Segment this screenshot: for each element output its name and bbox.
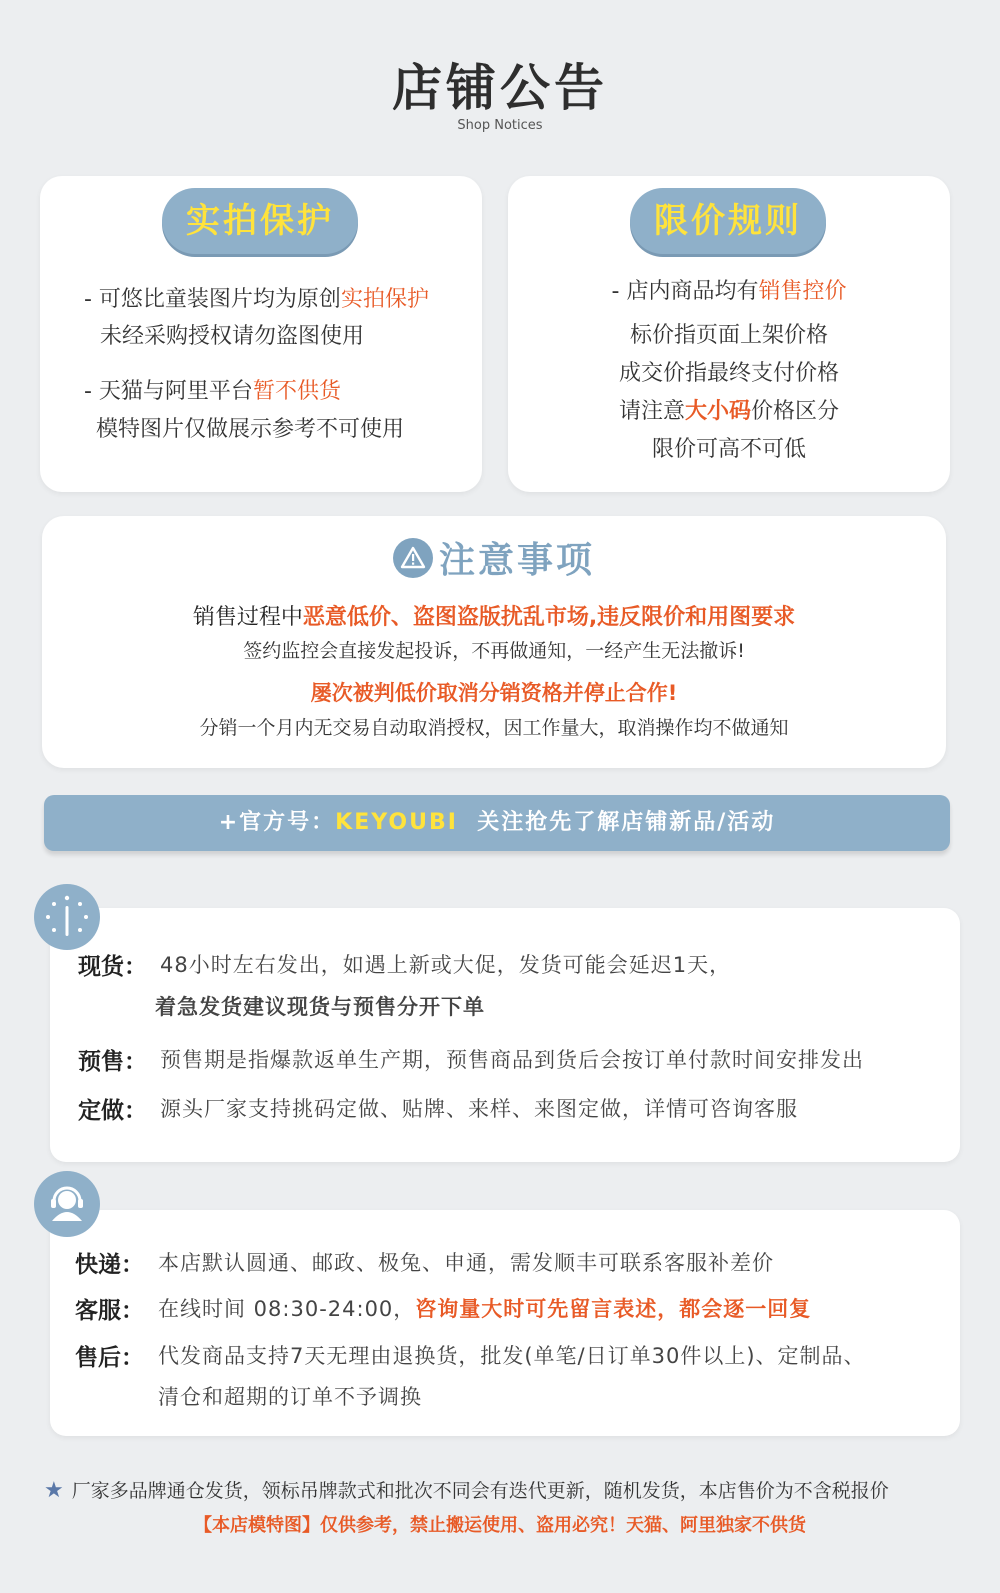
footer-note: ★ 厂家多品牌通仓发货，领标吊牌款式和批次不同会有迭代更新，随机发货，本店售价为不含税报价 <box>44 1478 889 1503</box>
price-line-3: 成交价指最终支付价格 <box>618 361 839 386</box>
price-line-4: 请注意大小码价格区分 <box>618 399 840 424</box>
shipping-row-text: 48小时左右发出，如遇上新或大促，发货可能会延迟1天， <box>160 953 732 977</box>
service-row-label: 客服： <box>75 1298 144 1324</box>
shipping-row-label: 现货： <box>78 954 147 980</box>
service-row-text: 代发商品支持7天无理由退换货，批发(单笔/日订单30件以上)、定制品、 <box>158 1344 866 1368</box>
warning-icon <box>393 538 433 578</box>
price-rules-card <box>508 176 950 492</box>
service-row-text: 本店默认圆通、邮政、极兔、申通，需发顺丰可联系客服补差价 <box>158 1251 774 1275</box>
shipping-row-label: 预售： <box>78 1049 147 1075</box>
shipping-row-text: 预售期是指爆款返单生产期，预售商品到货后会按订单付款时间安排发出 <box>160 1048 864 1072</box>
attention-line-1: 销售过程中恶意低价、盗图盗版扰乱市场,违反限价和用图要求 <box>192 605 796 630</box>
clock-icon <box>34 884 100 950</box>
photo-line-2: 未经采购授权请勿盗图使用 <box>100 324 365 349</box>
footer-warning: 【本店模特图】仅供参考，禁止搬运使用、盗用必究！天猫、阿里独家不供货 <box>194 1515 806 1536</box>
shipping-row-text: 源头厂家支持挑码定做、贴牌、来样、来图定做，详情可咨询客服 <box>160 1097 798 1121</box>
photo-protection-pill: 实拍保护 <box>162 188 358 254</box>
service-row-text: 在线时间 08:30-24:00，咨询量大时可先留言表述，都会逐一回复 <box>158 1297 812 1321</box>
attention-line-4: 分销一个月内无交易自动取消授权，因工作量大，取消操作均不做通知 <box>199 717 789 739</box>
photo-line-1: - 可悠比童装图片均为原创实拍保护 <box>84 287 429 312</box>
page-subtitle: Shop Notices <box>457 118 543 133</box>
service-row-label: 快递： <box>75 1252 144 1278</box>
price-rules-pill: 限价规则 <box>630 188 826 254</box>
customer-service-icon <box>34 1171 100 1237</box>
price-line-5: 限价可高不可低 <box>651 437 806 462</box>
star-icon: ★ <box>44 1478 64 1503</box>
service-row-label: 售后： <box>75 1345 144 1371</box>
shipping-card <box>50 908 960 1162</box>
attention-title: 注意事项 <box>438 540 595 581</box>
official-account: KEYOUBI <box>335 810 458 835</box>
attention-line-2: 签约监控会直接发起投诉，不再做通知，一经产生无法撤诉! <box>243 640 745 662</box>
shipping-row-note: 着急发货建议现货与预售分开下单 <box>155 995 485 1019</box>
attention-heading <box>42 532 946 583</box>
photo-line-3: - 天猫与阿里平台暂不供货 <box>84 379 341 404</box>
photo-protection-card <box>40 176 482 492</box>
service-row-text-continued: 清仓和超期的订单不予调换 <box>158 1385 422 1409</box>
attention-line-3: 屡次被判低价取消分销资格并停止合作! <box>310 681 678 705</box>
photo-line-4: 模特图片仅做展示参考不可使用 <box>96 417 405 442</box>
page-title: 店铺公告 <box>392 59 608 117</box>
price-line-2: 标价指页面上架价格 <box>629 323 828 348</box>
shipping-row-label: 定做： <box>78 1098 147 1124</box>
follow-banner[interactable]: +官方号：KEYOUBI 关注抢先了解店铺新品/活动 <box>44 795 950 851</box>
price-line-1: - 店内商品均有销售控价 <box>611 279 847 304</box>
